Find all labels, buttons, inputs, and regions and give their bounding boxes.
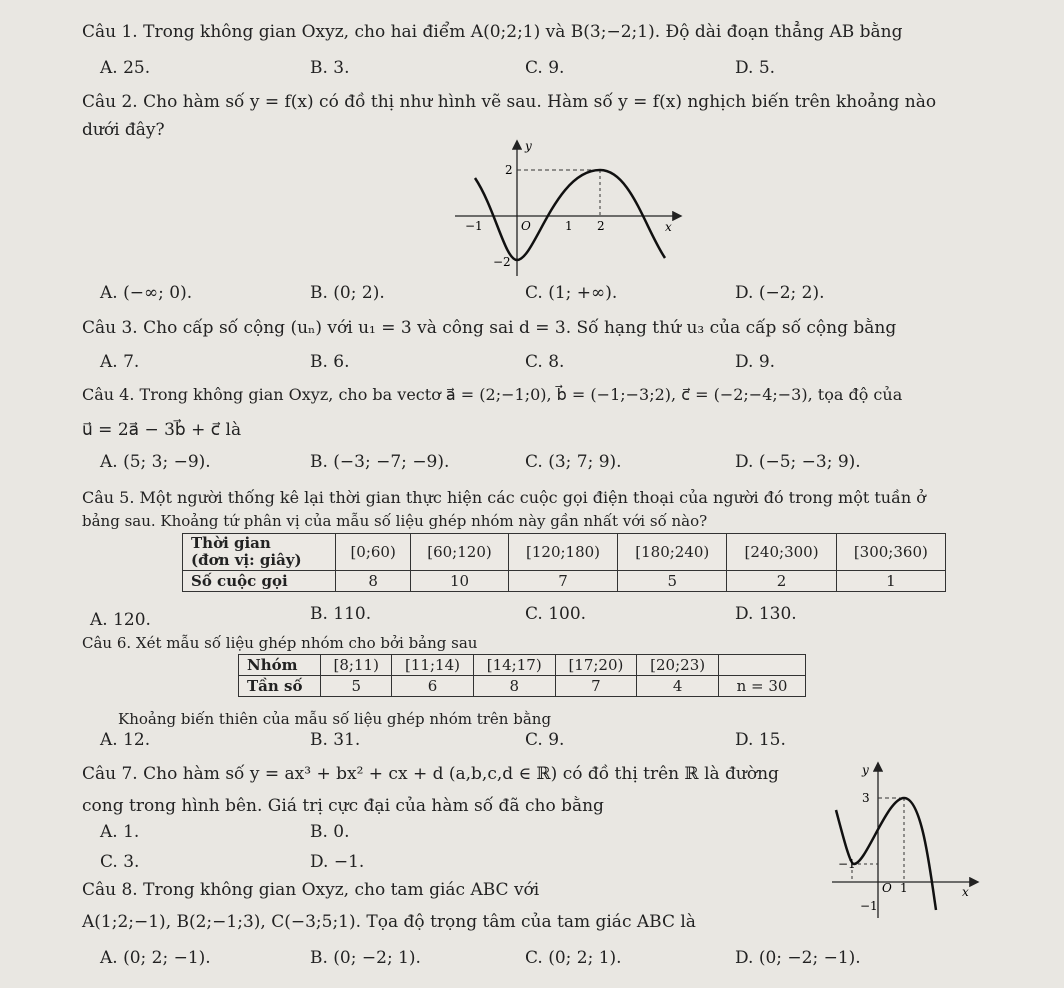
- q5-count-1: 8: [336, 571, 411, 592]
- q2-label-y: y: [525, 139, 532, 153]
- q6-option-b: B. 31.: [310, 730, 361, 750]
- q2-stem-line1: Câu 2. Cho hàm số y = f(x) có đồ thị như hình vẽ sau. Hàm số y = f(x) nghịch biến trên khoảng nào: [82, 92, 937, 112]
- q4-stem-line1: Câu 4. Trong không gian Oxyz, cho ba vectơ a⃗ = (2;−1;0), b⃗ = (−1;−3;2), c⃗ = (−2;−4;−3), tọa độ của: [82, 385, 903, 404]
- q3-stem: Câu 3. Cho cấp số cộng (uₙ) với u₁ = 3 và công sai d = 3. Số hạng thứ u₃ của cấp số cộng bằng: [82, 318, 897, 338]
- q7-label-x: x: [962, 885, 969, 899]
- q3-option-a: A. 7.: [100, 352, 140, 372]
- q2-stem-line2: dưới đây?: [82, 120, 165, 140]
- q2-label-x: x: [665, 220, 672, 234]
- q7-option-d: D. −1.: [310, 852, 365, 872]
- q5-count-3: 7: [508, 571, 617, 592]
- q6-freq-2: 6: [392, 676, 474, 697]
- q6-group-5: [20;23): [637, 655, 719, 676]
- q5-interval-2: [60;120): [411, 534, 509, 571]
- q6-group-3: [14;17): [473, 655, 555, 676]
- q6-freq-4: 7: [555, 676, 637, 697]
- q1-option-d: D. 5.: [735, 58, 776, 78]
- q5-option-b: B. 110.: [310, 604, 372, 624]
- q5-stem-line2: bảng sau. Khoảng tứ phân vị của mẫu số liệu ghép nhóm này gần nhất với số nào?: [82, 512, 708, 530]
- q5-option-c: C. 100.: [525, 604, 587, 624]
- q6-option-d: D. 15.: [735, 730, 786, 750]
- q5-interval-4: [180;240): [618, 534, 727, 571]
- q6-group-6: [719, 655, 806, 676]
- q4-option-d: D. (−5; −3; 9).: [735, 452, 861, 472]
- q7-label-y: y: [862, 763, 869, 777]
- q5-stem-line1: Câu 5. Một người thống kê lại thời gian thực hiện các cuộc gọi điện thoại của người đó trong một tuần ở: [82, 488, 926, 507]
- q3-option-b: B. 6.: [310, 352, 350, 372]
- q8-option-d: D. (0; −2; −1).: [735, 948, 861, 968]
- q6-option-c: C. 9.: [525, 730, 565, 750]
- q2-option-d: D. (−2; 2).: [735, 283, 825, 303]
- q6-freq-1: 5: [321, 676, 392, 697]
- q6-freq-5: 4: [637, 676, 719, 697]
- q7-tick-1: 1: [900, 881, 908, 895]
- q6-table-header-freq: Tần số: [239, 676, 321, 697]
- q4-option-a: A. (5; 3; −9).: [100, 452, 211, 472]
- q5-interval-3: [120;180): [508, 534, 617, 571]
- q5-interval-6: [300;360): [836, 534, 945, 571]
- q5-table-header-time: Thời gian (đơn vị: giây): [183, 534, 336, 571]
- q8-stem-line1: Câu 8. Trong không gian Oxyz, cho tam giác ABC với: [82, 880, 540, 900]
- q7-tick-m1y: −1: [860, 899, 878, 913]
- q6-table-header-group: Nhóm: [239, 655, 321, 676]
- q1-stem: Câu 1. Trong không gian Oxyz, cho hai điểm A(0;2;1) và B(3;−2;1). Độ dài đoạn thẳng AB bằng: [82, 22, 903, 42]
- q5-interval-5: [240;300): [727, 534, 836, 571]
- q4-stem-line2: u⃗ = 2a⃗ − 3b⃗ + c⃗ là: [82, 420, 242, 440]
- q2-tick-2: 2: [505, 163, 513, 177]
- q6-group-4: [17;20): [555, 655, 637, 676]
- q5-table: [182, 533, 946, 592]
- q7-tick-m1x: −1: [838, 857, 856, 871]
- q2-tick-x2: 2: [597, 219, 605, 233]
- q2-tick-m1: −1: [465, 219, 483, 233]
- q3-option-d: D. 9.: [735, 352, 776, 372]
- q2-option-c: C. (1; +∞).: [525, 283, 618, 303]
- q5-count-5: 2: [727, 571, 836, 592]
- q8-stem-line2: A(1;2;−1), B(2;−1;3), C(−3;5;1). Tọa độ trọng tâm của tam giác ABC là: [82, 912, 696, 932]
- q7-option-c: C. 3.: [100, 852, 140, 872]
- q4-option-b: B. (−3; −7; −9).: [310, 452, 450, 472]
- q8-option-c: C. (0; 2; 1).: [525, 948, 622, 968]
- q7-stem-line2: cong trong hình bên. Giá trị cực đại của hàm số đã cho bằng: [82, 796, 604, 816]
- q5-count-4: 5: [618, 571, 727, 592]
- q2-tick-1: 1: [565, 219, 573, 233]
- q2-option-a: A. (−∞; 0).: [100, 283, 193, 303]
- q6-stem: Câu 6. Xét mẫu số liệu ghép nhóm cho bởi bảng sau: [82, 634, 478, 652]
- q7-stem-line1: Câu 7. Cho hàm số y = ax³ + bx² + cx + d (a,b,c,d ∈ ℝ) có đồ thị trên ℝ là đường: [82, 764, 779, 784]
- q6-stem-line2: Khoảng biến thiên của mẫu số liệu ghép nhóm trên bằng: [118, 710, 552, 728]
- q2-origin: O: [521, 219, 531, 233]
- q5-table-header-count: Số cuộc gọi: [183, 571, 336, 592]
- q6-freq-6: n = 30: [719, 676, 806, 697]
- q5-count-2: 10: [411, 571, 509, 592]
- q6-freq-3: 8: [473, 676, 555, 697]
- q2-tick-m2: −2: [493, 255, 511, 269]
- q2-option-b: B. (0; 2).: [310, 283, 385, 303]
- q7-graph: [832, 760, 982, 920]
- q5-count-6: 1: [836, 571, 945, 592]
- q5-option-d: D. 130.: [735, 604, 797, 624]
- q8-option-b: B. (0; −2; 1).: [310, 948, 421, 968]
- q2-graph: [455, 138, 685, 278]
- q1-option-a: A. 25.: [100, 58, 151, 78]
- q1-option-c: C. 9.: [525, 58, 565, 78]
- q7-origin: O: [882, 881, 892, 895]
- q6-group-2: [11;14): [392, 655, 474, 676]
- q6-table: [238, 654, 806, 697]
- q5-interval-1: [0;60): [336, 534, 411, 571]
- q6-group-1: [8;11): [321, 655, 392, 676]
- q5-option-a: A. 120.: [90, 610, 151, 630]
- q6-option-a: A. 12.: [100, 730, 151, 750]
- q4-option-c: C. (3; 7; 9).: [525, 452, 622, 472]
- q7-option-b: B. 0.: [310, 822, 350, 842]
- q3-option-c: C. 8.: [525, 352, 565, 372]
- q2-curve: [475, 170, 665, 260]
- q8-option-a: A. (0; 2; −1).: [100, 948, 211, 968]
- q7-option-a: A. 1.: [100, 822, 140, 842]
- q7-tick-3: 3: [862, 791, 870, 805]
- q1-option-b: B. 3.: [310, 58, 350, 78]
